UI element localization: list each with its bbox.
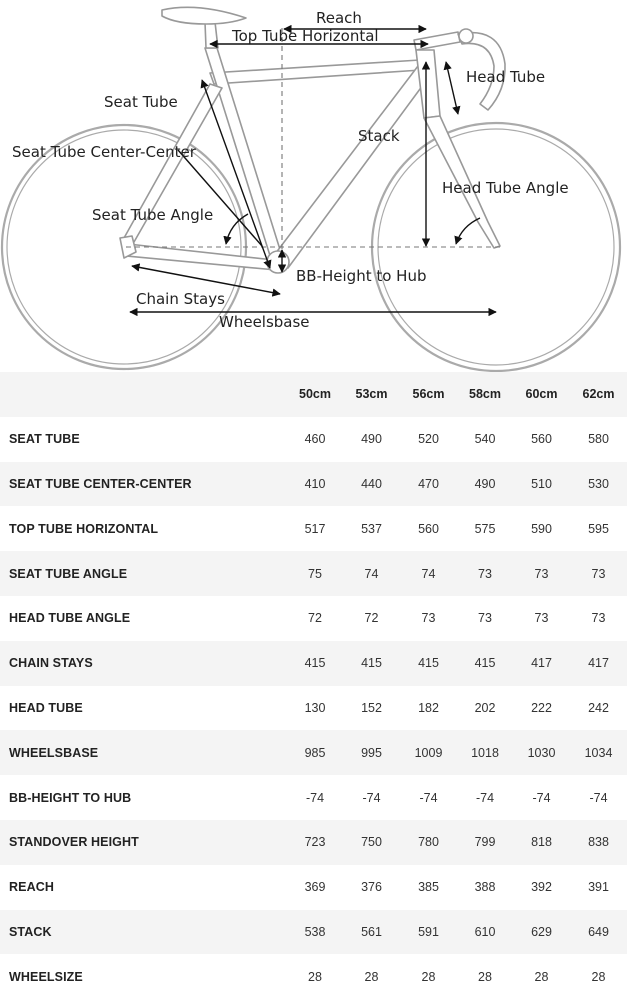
table-cell: 28 bbox=[478, 969, 492, 984]
table-cell: 415 bbox=[474, 656, 496, 671]
table-cell: 560 bbox=[531, 432, 552, 447]
size-header: 60cm bbox=[525, 387, 558, 402]
label-chain-stays: Chain Stays bbox=[136, 290, 225, 308]
table-row bbox=[0, 865, 627, 910]
table-cell: 74 bbox=[421, 566, 436, 581]
table-cell: 440 bbox=[361, 476, 382, 491]
table-row bbox=[0, 506, 627, 551]
label-seat-tube-angle: Seat Tube Angle bbox=[92, 206, 214, 224]
table-cell: 590 bbox=[531, 521, 552, 536]
row-label: SEAT TUBE CENTER-CENTER bbox=[9, 476, 192, 491]
row-label: REACH bbox=[9, 880, 54, 895]
label-head-tube-angle: Head Tube Angle bbox=[442, 179, 569, 197]
table-cell: 202 bbox=[474, 700, 496, 715]
size-header: 50cm bbox=[299, 387, 331, 402]
row-label: HEAD TUBE ANGLE bbox=[9, 611, 131, 626]
table-cell: 410 bbox=[304, 476, 326, 491]
size-header: 56cm bbox=[412, 387, 445, 402]
table-cell: 73 bbox=[421, 611, 436, 626]
row-label: SEAT TUBE ANGLE bbox=[9, 566, 128, 581]
table-row bbox=[0, 910, 627, 955]
table-cell: 130 bbox=[304, 700, 326, 715]
table-cell: 537 bbox=[361, 521, 382, 536]
table-cell: 28 bbox=[421, 969, 436, 984]
table-cell: 610 bbox=[474, 924, 496, 939]
table-cell: 28 bbox=[308, 969, 322, 984]
table-row bbox=[0, 417, 627, 462]
table-cell: -74 bbox=[362, 790, 381, 805]
table-cell: 417 bbox=[531, 656, 552, 671]
table-cell: -74 bbox=[589, 790, 608, 805]
table-cell: 1034 bbox=[584, 745, 613, 760]
table-cell: 75 bbox=[308, 566, 322, 581]
table-cell: 780 bbox=[418, 835, 439, 850]
row-label: BB-HEIGHT TO HUB bbox=[9, 790, 132, 805]
table-cell: 392 bbox=[531, 880, 552, 895]
table-row bbox=[0, 596, 627, 641]
table-cell: -74 bbox=[475, 790, 495, 805]
table-cell: 595 bbox=[588, 521, 609, 536]
table-cell: 74 bbox=[364, 566, 379, 581]
row-label: SEAT TUBE bbox=[9, 432, 80, 447]
table-cell: 385 bbox=[418, 880, 439, 895]
table-cell: 1018 bbox=[471, 745, 499, 760]
table-row bbox=[0, 820, 627, 865]
table-cell: 73 bbox=[591, 566, 606, 581]
table-cell: 750 bbox=[361, 835, 382, 850]
table-cell: 369 bbox=[304, 880, 326, 895]
table-cell: 649 bbox=[588, 924, 609, 939]
table-cell: 73 bbox=[591, 611, 606, 626]
table-cell: 72 bbox=[364, 611, 379, 626]
table-cell: 629 bbox=[531, 924, 552, 939]
row-label: HEAD TUBE bbox=[9, 700, 83, 715]
table-cell: 73 bbox=[534, 611, 549, 626]
table-cell: 73 bbox=[478, 566, 492, 581]
table-cell: 28 bbox=[591, 969, 606, 984]
table-row bbox=[0, 551, 627, 596]
table-header-row bbox=[0, 372, 627, 417]
table-cell: -74 bbox=[419, 790, 438, 805]
table-cell: 242 bbox=[588, 700, 609, 715]
size-header: 58cm bbox=[469, 387, 501, 402]
table-row bbox=[0, 686, 627, 731]
table-cell: 490 bbox=[474, 476, 496, 491]
row-label: CHAIN STAYS bbox=[9, 656, 93, 671]
label-seat-tube: Seat Tube bbox=[104, 93, 178, 111]
table-row bbox=[0, 730, 627, 775]
geometry-table bbox=[0, 372, 627, 999]
table-cell: 388 bbox=[474, 880, 496, 895]
table-cell: 530 bbox=[588, 476, 609, 491]
header-blank bbox=[0, 372, 287, 417]
row-label: TOP TUBE HORIZONTAL bbox=[9, 521, 159, 536]
table-cell: 510 bbox=[531, 476, 552, 491]
label-head-tube: Head Tube bbox=[466, 68, 546, 86]
table-cell: 818 bbox=[531, 835, 552, 850]
label-bb-height-to-hub: BB-Height to Hub bbox=[296, 267, 427, 285]
table-cell: 152 bbox=[361, 700, 382, 715]
label-wheelsbase: Wheelsbase bbox=[219, 313, 310, 331]
table-cell: 575 bbox=[474, 521, 496, 536]
table-cell: 415 bbox=[361, 656, 382, 671]
table-row bbox=[0, 641, 627, 686]
table-cell: 470 bbox=[418, 476, 439, 491]
table-row bbox=[0, 462, 627, 507]
table-cell: 391 bbox=[588, 880, 609, 895]
table-cell: 799 bbox=[474, 835, 496, 850]
frame bbox=[120, 7, 505, 273]
table-cell: 1030 bbox=[527, 745, 556, 760]
table-cell: 28 bbox=[534, 969, 549, 984]
table-cell: 222 bbox=[531, 700, 552, 715]
table-cell: 73 bbox=[478, 611, 492, 626]
table-cell: 417 bbox=[588, 656, 609, 671]
table-row bbox=[0, 775, 627, 820]
table-cell: 460 bbox=[304, 432, 326, 447]
table-cell: 517 bbox=[304, 521, 326, 536]
table-cell: 520 bbox=[418, 432, 439, 447]
row-label: STANDOVER HEIGHT bbox=[9, 835, 139, 850]
bike-geometry-diagram bbox=[0, 0, 627, 372]
table-cell: 838 bbox=[588, 835, 609, 850]
table-cell: 591 bbox=[418, 924, 439, 939]
table-cell: 540 bbox=[474, 432, 496, 447]
table-cell: 73 bbox=[534, 566, 549, 581]
row-label: WHEELSBASE bbox=[9, 745, 99, 760]
label-reach: Reach bbox=[316, 9, 362, 27]
table-cell: 580 bbox=[588, 432, 609, 447]
table-body bbox=[0, 417, 627, 999]
table-cell: 182 bbox=[418, 700, 439, 715]
table-cell: 561 bbox=[361, 924, 382, 939]
size-header: 62cm bbox=[582, 387, 615, 402]
table-cell: 72 bbox=[308, 611, 322, 626]
table-cell: 1009 bbox=[414, 745, 443, 760]
table-row bbox=[0, 954, 627, 999]
size-header: 53cm bbox=[355, 387, 388, 402]
table-cell: 538 bbox=[304, 924, 326, 939]
table-cell: 490 bbox=[361, 432, 382, 447]
label-top-tube-horizontal: Top Tube Horizontal bbox=[232, 27, 379, 45]
table-cell: 376 bbox=[361, 880, 382, 895]
row-label: STACK bbox=[9, 924, 52, 939]
table-cell: 560 bbox=[418, 521, 439, 536]
table-cell: 28 bbox=[364, 969, 379, 984]
label-seat-tube-center-center: Seat Tube Center-Center bbox=[12, 143, 196, 161]
table-cell: -74 bbox=[305, 790, 325, 805]
table-cell: -74 bbox=[532, 790, 551, 805]
table-cell: 415 bbox=[304, 656, 326, 671]
table-cell: 415 bbox=[418, 656, 439, 671]
table-cell: 723 bbox=[304, 835, 326, 850]
table-cell: 995 bbox=[361, 745, 382, 760]
label-stack: Stack bbox=[358, 127, 400, 145]
table-cell: 985 bbox=[304, 745, 326, 760]
row-label: WHEELSIZE bbox=[9, 969, 83, 984]
